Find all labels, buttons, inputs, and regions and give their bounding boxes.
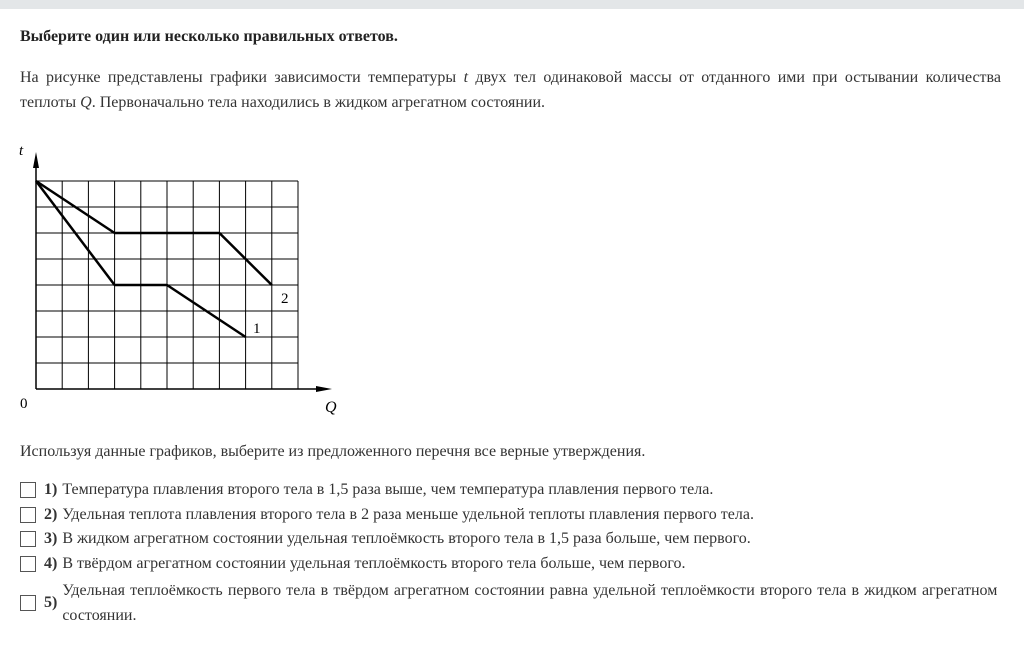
option-1-checkbox[interactable] xyxy=(20,482,36,498)
option-3-text: В жидком агрегатном состоянии удельная теплоёмкость второго тела в 1,5 раза больше, чем первого. xyxy=(62,530,751,547)
option-5-number: 5) xyxy=(44,594,58,611)
temperature-heat-graph xyxy=(0,140,360,420)
question-text xyxy=(20,65,1001,115)
answer-option-5[interactable] xyxy=(20,578,1000,628)
y-axis-label: t xyxy=(19,143,24,159)
variable-t: t xyxy=(463,69,469,86)
question-text-part1: На рисунке представлены графики зависимости температуры xyxy=(20,69,464,86)
x-axis-label: Q xyxy=(325,399,337,416)
option-4-text: В твёрдом агрегатном состоянии удельная теплоёмкость второго тела больше, чем первого. xyxy=(62,555,686,572)
option-1-text: Температура плавления второго тела в 1,5 раза выше, чем температура плавления первого тела. xyxy=(62,481,714,498)
origin-label: 0 xyxy=(20,396,28,412)
variable-q: Q xyxy=(80,94,92,111)
question-prompt: Используя данные графиков, выберите из предложенного перечня все верные утверждения. xyxy=(20,443,646,460)
option-5-text: Удельная теплоёмкость первого тела в твёрдом агрегатном состоянии равна удельной теплоёмкости второго тела в жидком агрегатном состоянии. xyxy=(62,582,998,624)
series-2-label: 2 xyxy=(281,291,289,307)
question-text-part2: двух тел одинаковой массы от отданного ими при остывании количества теплоты xyxy=(20,69,1001,111)
chart-axes xyxy=(33,152,332,392)
option-2-checkbox[interactable] xyxy=(20,507,36,523)
option-3-checkbox[interactable] xyxy=(20,531,36,547)
x-axis-arrow xyxy=(316,386,332,392)
option-2-number: 2) xyxy=(44,506,58,523)
top-bar xyxy=(0,0,1024,9)
answer-option-2[interactable] xyxy=(20,506,754,524)
question-instruction: Выберите один или несколько правильных ответов. xyxy=(20,28,398,45)
answer-option-4[interactable] xyxy=(20,555,686,573)
option-4-number: 4) xyxy=(44,555,58,572)
option-4-checkbox[interactable] xyxy=(20,556,36,572)
series-1-label: 1 xyxy=(253,321,261,337)
option-2-text: Удельная теплота плавления второго тела в 2 раза меньше удельной теплоты плавления первого тела. xyxy=(62,506,754,523)
option-3-number: 3) xyxy=(44,530,58,547)
question-text-part3: . Первоначально тела находились в жидком агрегатном состоянии. xyxy=(91,94,546,111)
answer-option-1[interactable] xyxy=(20,481,713,499)
y-axis-arrow xyxy=(33,152,39,168)
answer-option-3[interactable] xyxy=(20,530,751,548)
option-5-checkbox[interactable] xyxy=(20,595,36,611)
option-1-number: 1) xyxy=(44,481,58,498)
